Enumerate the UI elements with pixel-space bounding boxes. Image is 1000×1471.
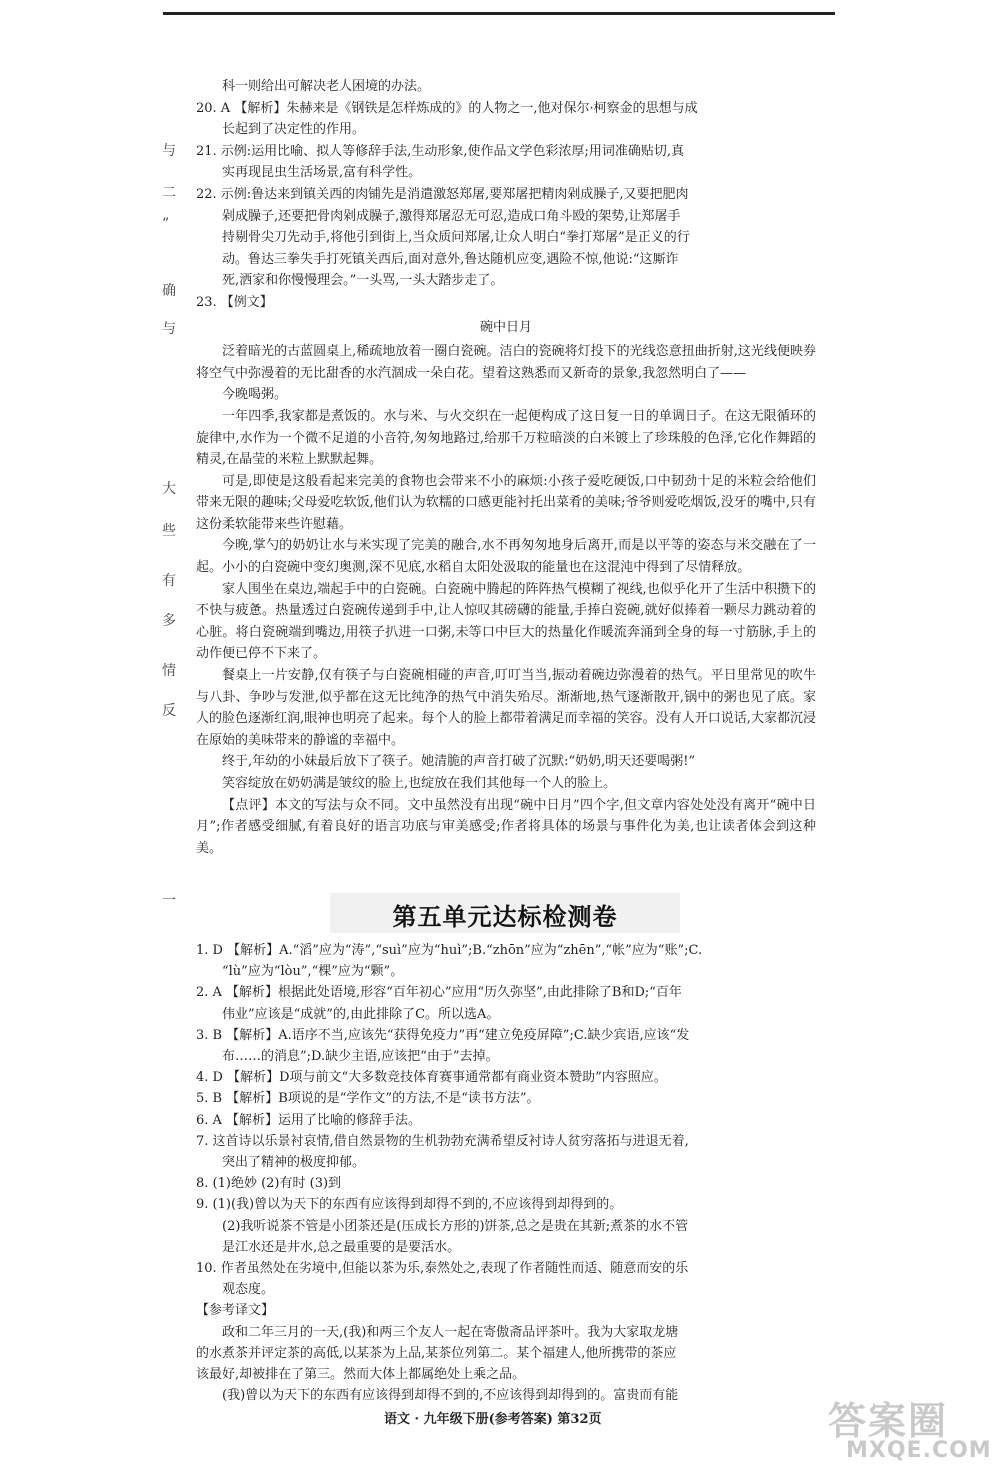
margin-mark: 大 (162, 481, 176, 497)
answer-line: 的水煮茶并评定茶的高低,以某茶为上品,某茶位列第二。某个福建人,他所携带的茶应 (196, 1345, 677, 1361)
essay-paragraph: 一年四季,我家都是煮饭的。水与米、与火交织在一起便构成了这日复一日的单调日子。在这无限循环的旋律中,水作为一个微不足道的小音符,匆匆地路过,给那千万粒暗淡的白米镀上了珍珠般的色泽,它化作舞蹈的精灵,在晶莹的米粒上默默起舞。 (196, 408, 816, 468)
answer-line: 剁成臊子,还要把骨肉剁成臊子,激得郑屠忍无可忍,造成口角斗殴的架势,让郑屠手 (222, 208, 681, 224)
margin-mark: 反 (162, 703, 176, 719)
page-footer: 语文 · 九年级下册(参考答案) 第32页 (384, 1412, 602, 1427)
answer-section-top (196, 76, 816, 859)
answer-line: 科一则给出可解决老人困境的办法。 (222, 79, 431, 94)
margin-mark: ” (162, 216, 170, 232)
answer-line: 持剔骨尖刀先动手,将他引到街上,当众质问郑屠,让众人明白“拳打郑屠”是正义的行 (222, 230, 690, 246)
answer-line: 8. (1)绝妙 (2)有时 (3)到 (196, 1176, 342, 1192)
watermark-en: MXQE.COM (846, 1438, 992, 1463)
answer-line: 6. A 【解析】运用了比喻的修辞手法。 (196, 1112, 422, 1128)
answer-line: (我)曾以为天下的东西有应该得到却得不到的,不应该得到却得到的。富贵而有能 (222, 1388, 679, 1404)
answer-line: 动。鲁达三拳失手打死镇关西后,面对意外,鲁达随机应变,遇险不惊,他说:“这厮诈 (222, 251, 679, 267)
answer-line: 20. A 【解析】朱赫来是《钢铁是怎样炼成的》的人物之一,他对保尔·柯察金的思想与成 (196, 100, 698, 116)
essay-paragraph: 餐桌上一片安静,仅有筷子与白瓷碗相碰的声音,叮叮当当,振动着碗边弥漫着的热气。平日里常见的吹牛与八卦、争吵与发泄,似乎都在这无比纯净的热气中消失殆尽。渐渐地,热气逐渐散开,锅中的粥也见了底。家人的脸色逐渐红润,眼神也明亮了起来。每个人的脸上都带着满足而幸福的笑容。没有人开口说话,大家都沉浸在原始的美味带来的静谧的幸福中。 (196, 668, 816, 748)
margin-mark: 多 (162, 613, 176, 629)
answer-line: 2. A 【解析】根据此处语境,形容“百年初心”应用“历久弥坚”,由此排除了B和D;“百年 (196, 985, 682, 1001)
answer-line: 该最好,却被排在了第三。然而大体上都属绝处上乘之品。 (196, 1367, 526, 1383)
answer-line: 死,洒家和你慢慢理会。”一头骂,一头大踏步走了。 (222, 273, 504, 289)
answer-line: (2)我听说茶不管是小团茶还是(压成长方形的)饼茶,总之是贵在其新;煮茶的水不管 (222, 1218, 689, 1234)
answer-line: “lù”应为“lòu”,“棵”应为“颗”。 (222, 964, 404, 980)
essay-paragraph: 泛着暗光的古蓝圆桌上,稀疏地放着一圈白瓷碗。洁白的瓷碗将灯投下的光线恣意扭曲折射,这光线便映券将空气中弥漫着的无比甜香的水汽涸成一朵白花。望着这熟悉而又新奇的景象,我忽然明白了—— (196, 344, 816, 381)
watermark-cn: 答案圈 (828, 1399, 949, 1443)
essay-paragraph: 今晚喝粥。 (222, 387, 288, 403)
essay-paragraph: 终于,年幼的小妹最后放下了筷子。她清脆的声音打破了沉默:“奶奶,明天还要喝粥!” (222, 754, 696, 770)
answer-line: 1. D 【解析】A.“滔”应为“涛”,“suì”应为“huì”;B.“zhōn”应为“zhēn”,“帐”应为“账”;C. (196, 943, 703, 958)
essay-paragraph: 【点评】本文的写法与众不同。文中虽然没有出现“碗中日月”四个字,但文章内容处处没有离开“碗中日月”;作者感受细腻,有着良好的语言功底与审美感受;作者将具体的场景与事件化为美,也让读者体会到这种美。 (196, 797, 816, 856)
margin-mark: 二 (162, 185, 176, 201)
essay-paragraph: 家人围坐在桌边,端起手中的白瓷碗。白瓷碗中腾起的阵阵热气模糊了视线,也似乎化开了生活中积攒下的不快与疲惫。热量透过白瓷碗传递到手中,让人惊叹其磅礴的能量,手捧白瓷碗,就好似捧着一颗尽力跳动着的心脏。将白瓷碗端到嘴边,用筷子扒进一口粥,未等口中巨大的热量化作暖流奔涌到全身的每一寸筋脉,手上的动作便已停不下来了。 (196, 581, 816, 662)
answer-line: 4. D 【解析】D项与前文“大多数竞技体育赛事通常都有商业资本赞助”内容照应。 (196, 1070, 667, 1086)
answer-line: 政和二年三月的一天,(我)和两三个友人一起在寄傲斋品评茶叶。我为大家取龙塘 (222, 1324, 679, 1340)
margin-mark: 情 (162, 663, 176, 679)
section-title: 第五单元达标检测卷 (392, 903, 618, 931)
answer-section-unit5 (196, 940, 816, 1406)
answer-line: 3. B 【解析】A.语序不当,应该先“获得免疫力”再“建立免疫屏障”;C.缺少宾语,应该“发 (196, 1027, 690, 1043)
margin-mark: 与 (162, 321, 176, 337)
essay-paragraph: 可是,即使是这般看起来完美的食物也会带来不小的麻烦:小孩子爱吃硬饭,口中韧劲十足的米粒会给他们带来无限的趣味;父母爱吃软饭,他们认为软糯的口感更能衬托出菜肴的美味;爷爷则爱吃烟饭,没牙的嘴中,只有这份柔软能带来些许慰藉。 (196, 473, 816, 532)
answer-line: 9. (1)(我)曾以为天下的东西有应该得到却得不到的,不应该得到却得到的。 (196, 1197, 623, 1213)
watermark-logo (816, 1390, 996, 1466)
answer-line: 突出了精神的极度抑郁。 (222, 1155, 366, 1171)
answer-line: 7. 这首诗以乐景衬哀情,借自然景物的生机勃勃充满希望反衬诗人贫穷落拓与进退无着, (196, 1133, 689, 1149)
margin-mark: 有 (162, 573, 176, 589)
answer-line: 是江水还是井水,总之最重要的是要活水。 (222, 1239, 461, 1255)
essay-paragraph: 笑容绽放在奶奶满是皱纹的脸上,也绽放在我们其他每一个人的脸上。 (222, 776, 617, 791)
essay-title: 碗中日月 (479, 319, 532, 335)
margin-mark: 些 (162, 523, 176, 539)
margin-mark: 一 (162, 893, 176, 909)
answer-line: 长起到了决定性的作用。 (222, 122, 366, 138)
answer-line: 观态度。 (222, 1282, 275, 1298)
margin-mark: 确 (162, 283, 176, 299)
answer-line: 21. 示例:运用比喻、拟人等修辞手法,生动形象,使作品文学色彩浓厚;用词准确贴切,真 (196, 143, 684, 159)
essay-paragraph: 今晚,掌勺的奶奶让水与米实现了完美的融合,水不再匆匆地身后离开,而是以平等的姿态与米交融在了一起。小小的白瓷碗中变幻奥测,深不见底,水稻自太阳处汲取的能量也在这混沌中得到了尽情释放。 (196, 538, 816, 576)
answer-line: 布……的消息”;D.缺少主语,应该把“由于”去掉。 (222, 1049, 499, 1065)
margin-mark: 与 (162, 143, 176, 159)
top-rule (163, 12, 835, 15)
answer-line: 5. B 【解析】B项说的是“学作文”的方法,不是“读书方法”。 (196, 1091, 540, 1107)
answer-line: 实再现昆虫生活场景,富有科学性。 (222, 165, 422, 181)
answer-line: 伟业”应该是“成就”的,由此排除了C。所以选A。 (222, 1006, 500, 1022)
answer-line: 10. 作者虽然处在劣境中,但能以茶为乐,泰然处之,表现了作者随性而适、随意而安的乐 (196, 1261, 689, 1277)
answer-line: 22. 示例:鲁达来到镇关西的肉铺先是消遣激怒郑屠,要郑屠把精肉剁成臊子,又要把肥肉 (196, 186, 689, 202)
answer-line: 23. 【例文】 (196, 294, 273, 310)
answer-line: 【参考译文】 (196, 1303, 275, 1319)
